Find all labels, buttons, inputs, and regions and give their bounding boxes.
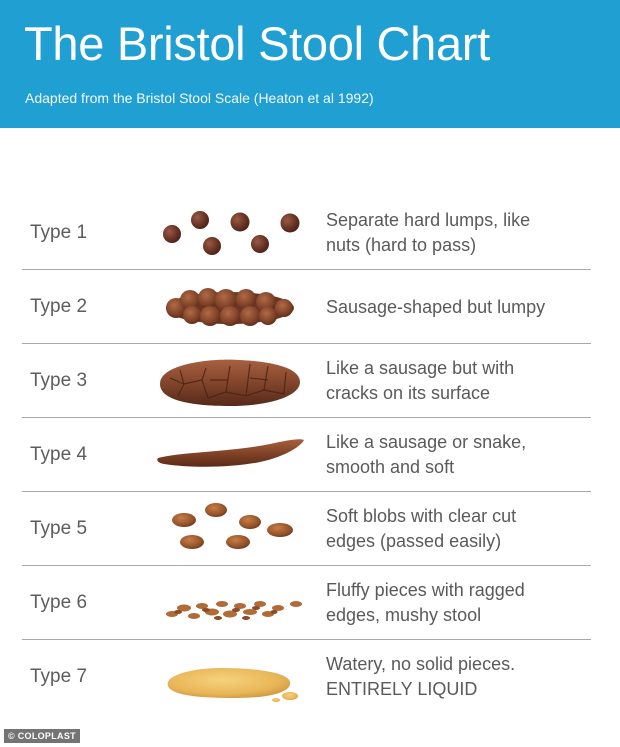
page-title: The Bristol Stool Chart — [24, 17, 490, 70]
header-banner — [0, 0, 620, 128]
fluffy-pieces-icon — [150, 566, 310, 640]
stool-row-type-1 — [0, 196, 620, 270]
stool-row-type-6 — [0, 566, 620, 640]
type-label: Type 6 — [30, 592, 88, 613]
stool-description: Watery, no solid pieces. ENTIRELY LIQUID — [326, 654, 516, 699]
stool-type-list — [0, 196, 620, 714]
page-subtitle: Adapted from the Bristol Stool Scale (Heaton et al 1992) — [25, 90, 374, 106]
type-label: Type 5 — [30, 518, 88, 539]
stool-row-type-3 — [0, 344, 620, 418]
stool-description: Like a sausage but with cracks on its surface — [326, 358, 515, 403]
stool-description: Separate hard lumps, like nuts (hard to pass) — [326, 210, 531, 255]
stool-description: Like a sausage or snake, smooth and soft — [326, 432, 527, 477]
stool-description: Sausage-shaped but lumpy — [326, 296, 546, 317]
type-label: Type 4 — [30, 444, 88, 465]
stool-description: Fluffy pieces with ragged edges, mushy stool — [326, 580, 525, 625]
lumpy-sausage-icon — [150, 270, 310, 344]
type-label: Type 3 — [30, 370, 88, 391]
stool-description: Soft blobs with clear cut edges (passed easily) — [326, 506, 517, 551]
hard-lumps-icon — [150, 196, 310, 270]
smooth-snake-icon — [150, 418, 310, 492]
copyright-watermark: © COLOPLAST — [4, 729, 80, 743]
soft-blobs-icon — [150, 492, 310, 566]
type-label: Type 7 — [30, 666, 88, 687]
stool-row-type-5 — [0, 492, 620, 566]
cracked-sausage-icon — [150, 344, 310, 418]
stool-row-type-4 — [0, 418, 620, 492]
stool-row-type-2 — [0, 270, 620, 344]
watery-puddle-icon — [150, 640, 310, 714]
type-label: Type 2 — [30, 296, 88, 317]
stool-row-type-7 — [0, 640, 620, 714]
type-label: Type 1 — [30, 222, 88, 243]
